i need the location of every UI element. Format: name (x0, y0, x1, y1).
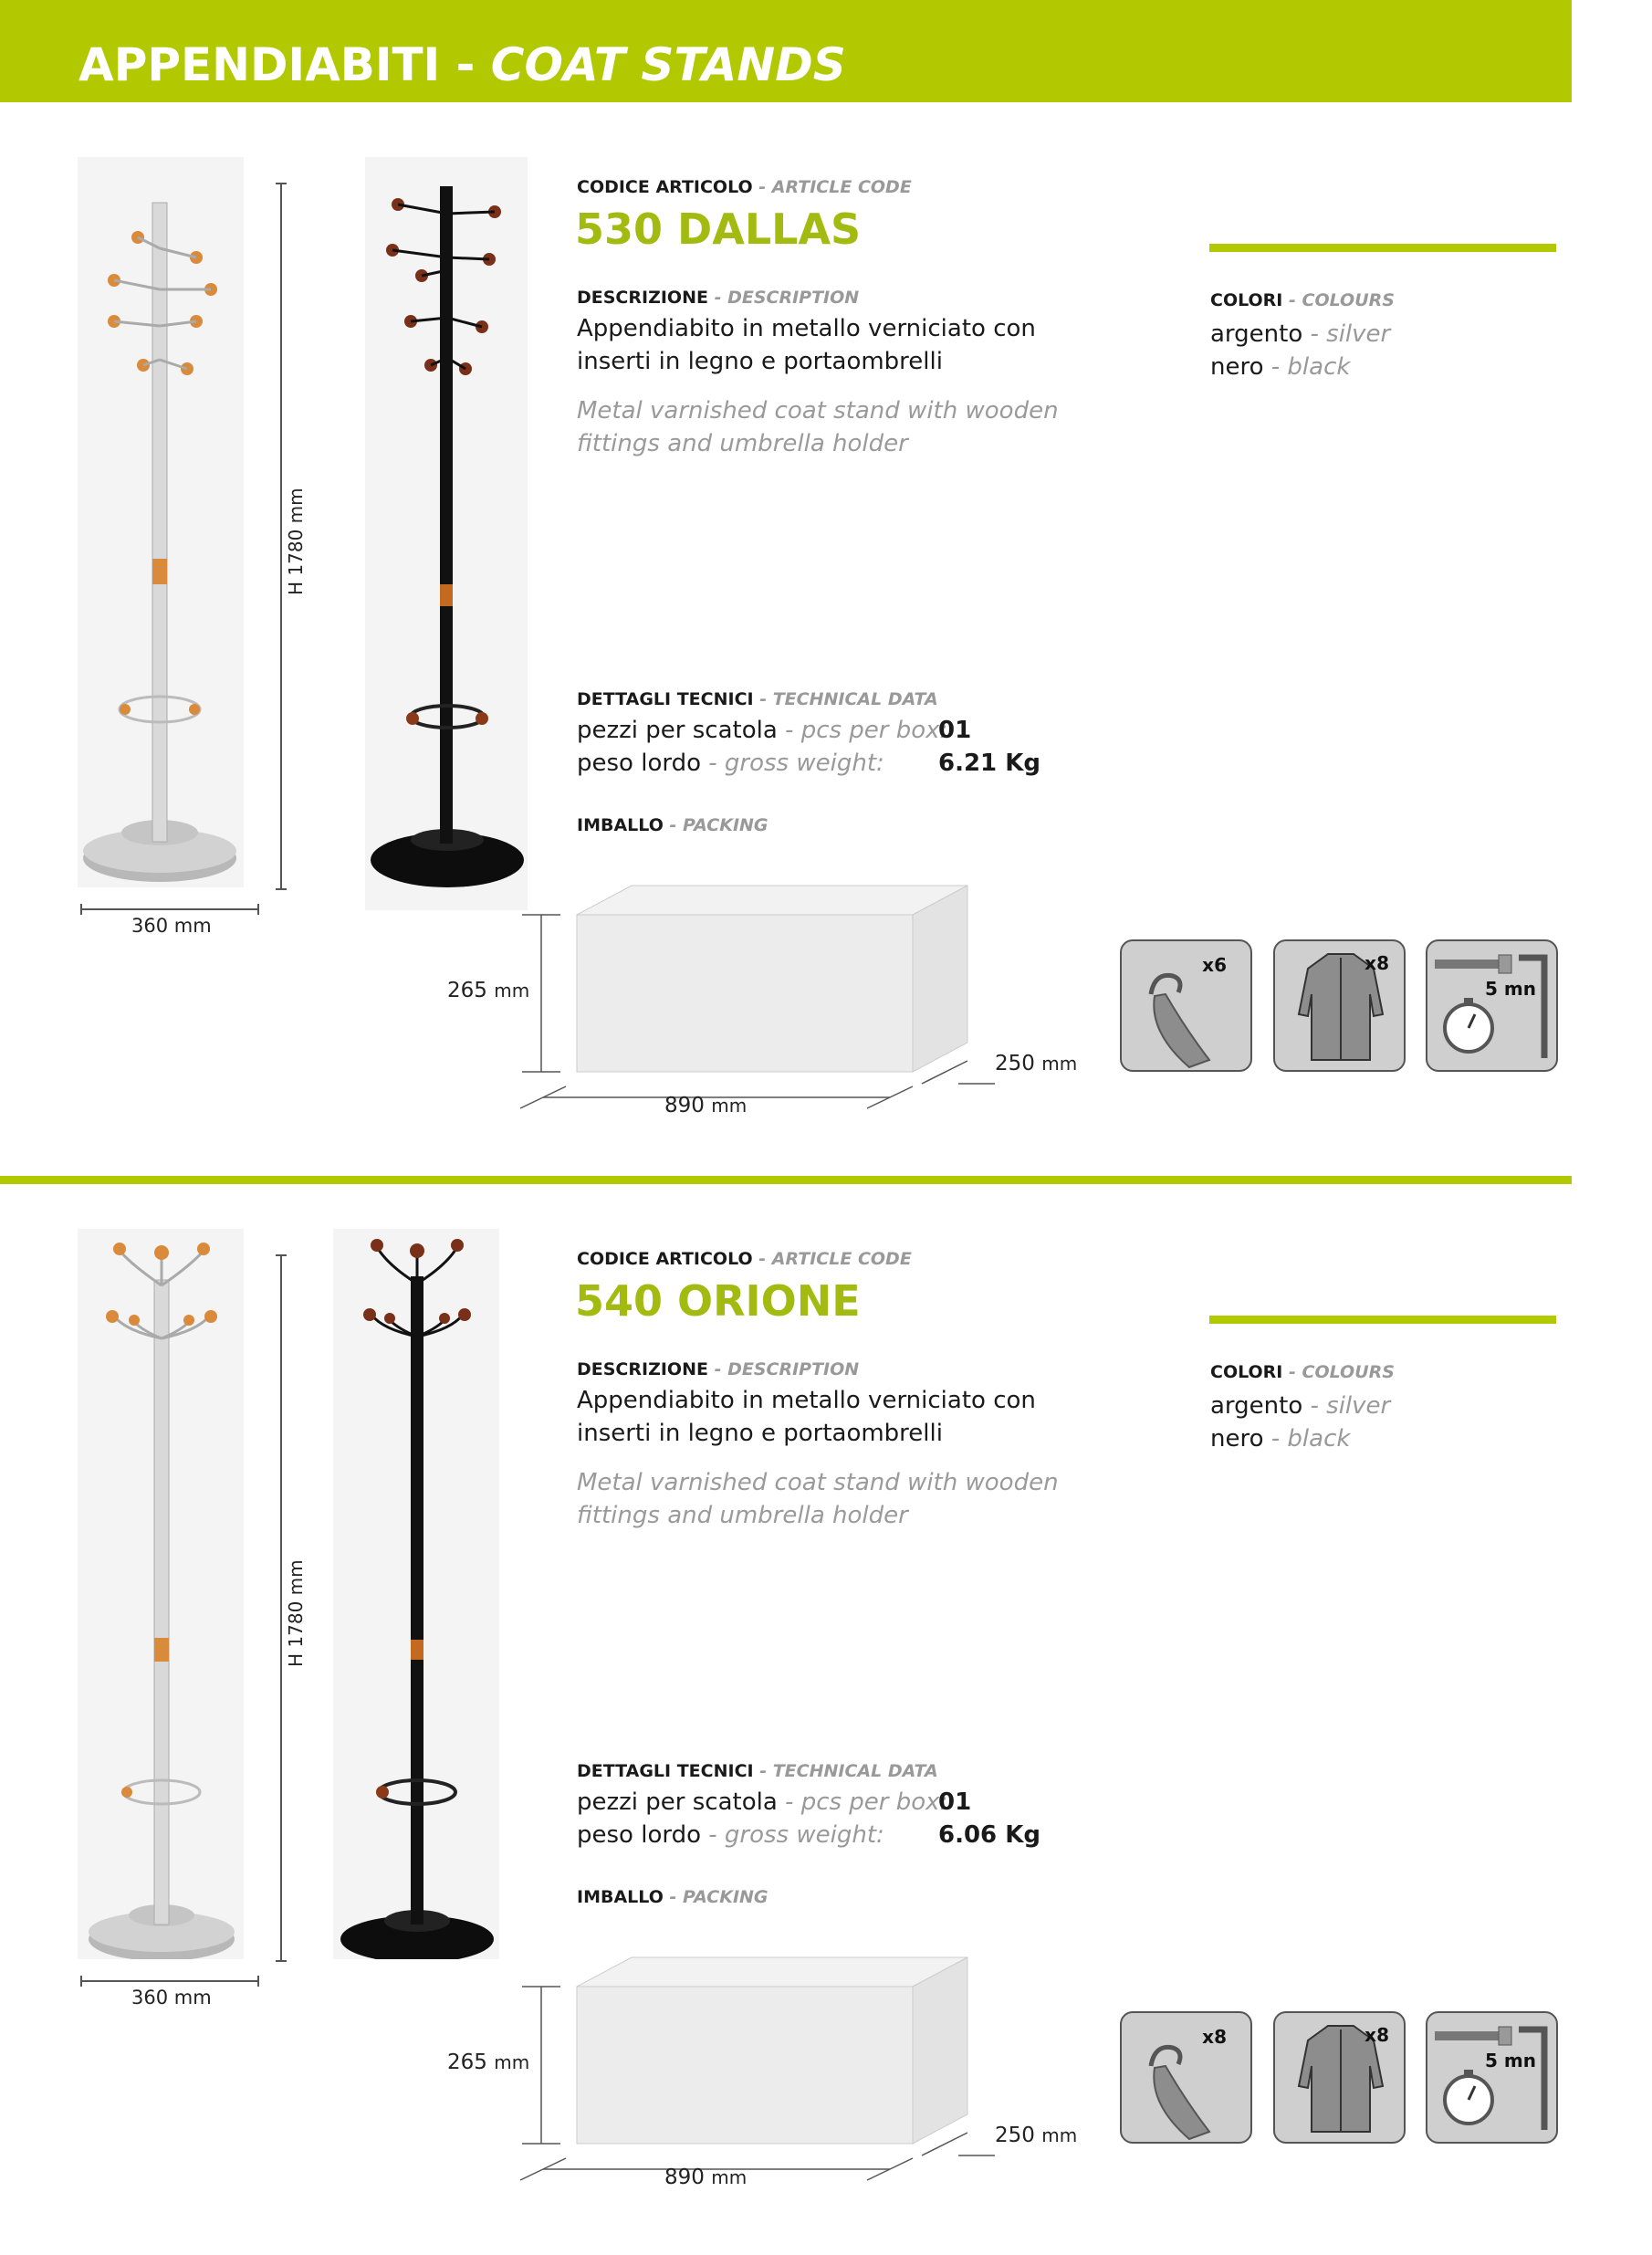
article-code-label: CODICE ARTICOLO - ARTICLE CODE (577, 1249, 912, 1269)
packing-label: IMBALLO - PACKING (577, 815, 768, 835)
description-en: Metal varnished coat stand with wooden fittings and umbrella holder (577, 1469, 1059, 1529)
package-height-label: 265 mm (447, 2050, 530, 2074)
technical-data-label: DETTAGLI TECNICI - TECHNICAL DATA (577, 689, 938, 709)
gross-weight-value: 6.21 Kg (938, 750, 1040, 777)
colours-accent-line (1209, 244, 1556, 252)
article-code: 530 DALLAS (575, 205, 862, 254)
package-diagram (511, 1950, 1022, 2251)
umbrella-hooks-icon (1120, 939, 1252, 1072)
umbrella-hooks-count: x6 (1202, 954, 1227, 976)
umbrella-hooks-icon (1120, 2011, 1252, 2144)
assembly-time-icon (1426, 2011, 1558, 2144)
gross-weight-label: peso lordo - gross weight: (577, 750, 884, 777)
description-it: Appendiabito in metallo verniciato con inserti in legno e portaombrelli (577, 315, 1036, 375)
coat-hooks-icon (1273, 939, 1406, 1072)
pcs-per-box-value: 01 (938, 717, 972, 744)
assembly-time-label: 5 mn (1485, 2050, 1536, 2071)
colour-black: nero - black (1210, 1425, 1351, 1453)
base-dimension-label: 360 mm (131, 1987, 212, 2009)
description-label: DESCRIZIONE - DESCRIPTION (577, 1359, 860, 1379)
colour-black: nero - black (1210, 353, 1351, 381)
pcs-per-box-value: 01 (938, 1788, 972, 1816)
technical-data-label: DETTAGLI TECNICI - TECHNICAL DATA (577, 1761, 938, 1781)
colours-accent-line (1209, 1316, 1556, 1324)
product-card-530-dallas (0, 102, 1652, 1180)
product-photo-black (333, 1229, 499, 1959)
base-dimension-line (80, 904, 259, 915)
base-dimension-line (80, 1976, 259, 1987)
coat-hooks-count: x8 (1364, 2024, 1389, 2046)
base-dimension-label: 360 mm (131, 915, 212, 937)
package-depth-label: 250 mm (995, 2124, 1078, 2147)
description-label: DESCRIZIONE - DESCRIPTION (577, 288, 860, 308)
colours-label: COLORI - COLOURS (1210, 1362, 1395, 1382)
description-it: Appendiabito in metallo verniciato con inserti in legno e portaombrelli (577, 1387, 1036, 1447)
pcs-per-box-label: pezzi per scatola - pcs per box: (577, 1788, 948, 1816)
packing-label: IMBALLO - PACKING (577, 1887, 768, 1907)
colour-silver: argento - silver (1210, 1392, 1391, 1420)
article-code-label: CODICE ARTICOLO - ARTICLE CODE (577, 177, 912, 197)
coat-hooks-count: x8 (1364, 952, 1389, 974)
description-en: Metal varnished coat stand with wooden fittings and umbrella holder (577, 397, 1059, 457)
package-diagram (511, 878, 1022, 1225)
package-width-label: 890 mm (664, 1094, 748, 1117)
product-card-540-orione (0, 1174, 1652, 2251)
product-photo-silver (78, 1229, 244, 1959)
colour-silver: argento - silver (1210, 320, 1391, 348)
assembly-time-label: 5 mn (1485, 978, 1536, 1000)
package-width-label: 890 mm (664, 2166, 748, 2189)
colours-label: COLORI - COLOURS (1210, 290, 1395, 310)
article-code: 540 ORIONE (575, 1276, 861, 1326)
gross-weight-label: peso lordo - gross weight: (577, 1821, 884, 1849)
page-title (78, 38, 846, 91)
assembly-time-icon (1426, 939, 1558, 1072)
coat-hooks-icon (1273, 2011, 1406, 2144)
umbrella-hooks-count: x8 (1202, 2026, 1227, 2048)
package-height-label: 265 mm (447, 979, 530, 1002)
page-title-it: APPENDIABITI - (78, 38, 476, 91)
page-title-en: COAT STANDS (490, 38, 846, 91)
gross-weight-value: 6.06 Kg (938, 1821, 1040, 1849)
product-photo-black (365, 157, 528, 910)
package-depth-label: 250 mm (995, 1052, 1078, 1075)
height-dimension-label: H 1780 mm (285, 1559, 307, 1667)
height-dimension-label: H 1780 mm (285, 488, 307, 595)
pcs-per-box-label: pezzi per scatola - pcs per box: (577, 717, 948, 744)
product-photo-silver (78, 157, 244, 887)
